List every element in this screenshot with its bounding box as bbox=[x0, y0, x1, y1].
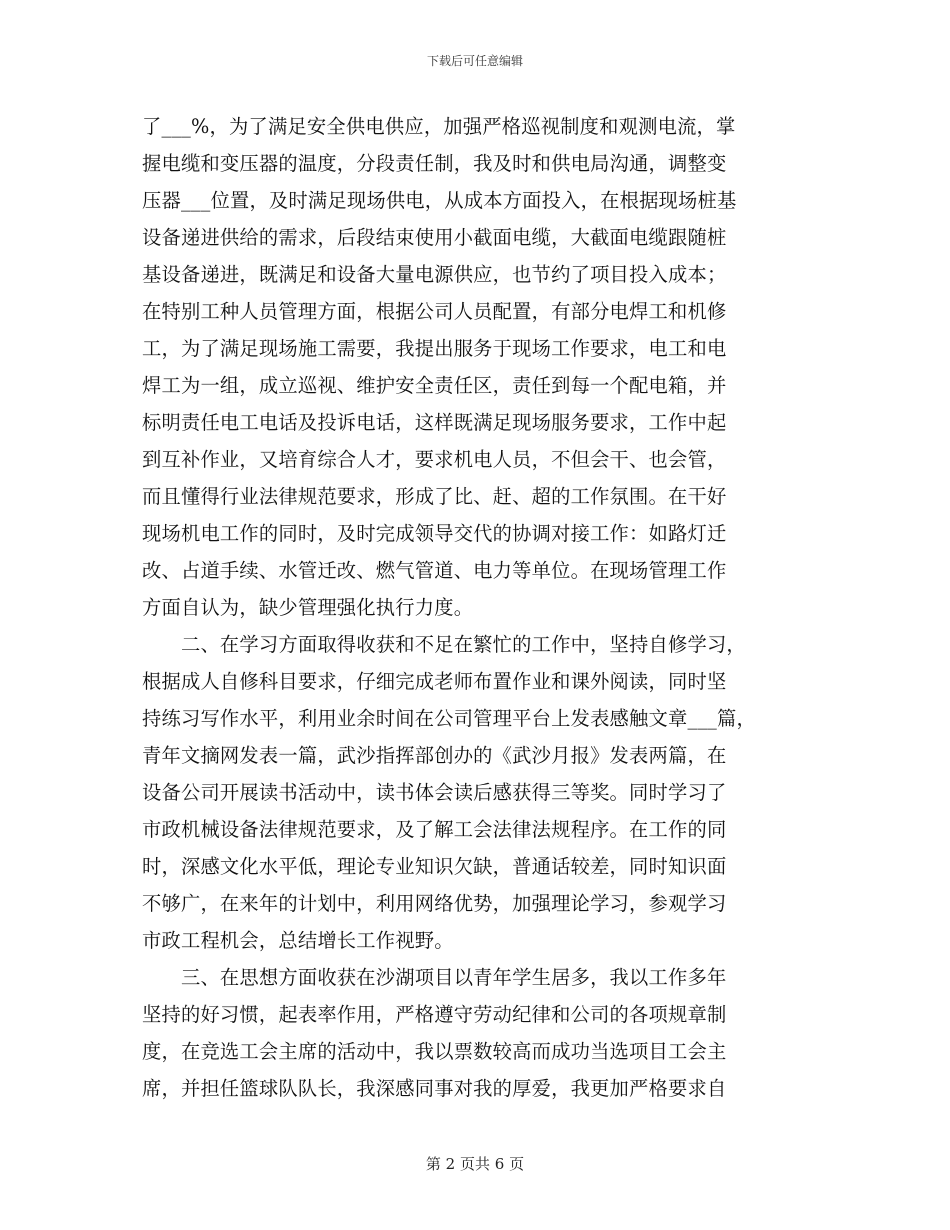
text-line: 而且懂得行业法律规范要求，形成了比、赶、超的工作氛围。在干好 bbox=[142, 485, 727, 508]
text-line: 度，在竞选工会主席的活动中，我以票数较高而成功当选项目工会主 bbox=[142, 1040, 727, 1063]
text-line: 根据成人自修科目要求，仔细完成老师布置作业和课外阅读，同时坚 bbox=[142, 670, 727, 693]
text-line: 坚持的好习惯，起表率作用，严格遵守劳动纪律和公司的各项规章制 bbox=[142, 1003, 727, 1026]
text-line: 方面自认为，缺少管理强化执行力度。 bbox=[142, 596, 474, 619]
text-line: 设备公司开展读书活动中，读书体会读后感获得三等奖。同时学习了 bbox=[142, 781, 727, 804]
page-header: 下载后可任意编辑 bbox=[426, 54, 523, 68]
text-line: 握电缆和变压器的温度，分段责任制，我及时和供电局沟通，调整变 bbox=[142, 152, 727, 175]
text-line: 了___%，为了满足安全供电供应，加强严格巡视制度和观测电流，掌 bbox=[142, 115, 736, 138]
text-line: 基设备递进，既满足和设备大量电源供应，也节约了项目投入成本； bbox=[142, 263, 727, 286]
text-line: 市政工程机会，总结增长工作视野。 bbox=[142, 929, 454, 952]
text-line: 在特别工种人员管理方面，根据公司人员配置，有部分电焊工和机修 bbox=[142, 300, 727, 323]
text-line: 改、占道手续、水管迁改、燃气管道、电力等单位。在现场管理工作 bbox=[142, 559, 727, 582]
text-line: 三、在思想方面收获在沙湖项目以青年学生居多，我以工作多年 bbox=[142, 966, 727, 989]
text-line: 时，深感文化水平低，理论专业知识欠缺，普通话较差，同时知识面 bbox=[142, 855, 727, 878]
text-line: 压器___位置，及时满足现场供电，从成本方面投入，在根据现场桩基 bbox=[142, 189, 737, 212]
text-line: 青年文摘网发表一篇，武沙指挥部创办的《武沙月报》发表两篇，在 bbox=[142, 744, 727, 767]
text-line: 二、在学习方面取得收获和不足在繁忙的工作中，坚持自修学习， bbox=[142, 633, 746, 656]
text-line: 工，为了满足现场施工需要，我提出服务于现场工作要求，电工和电 bbox=[142, 337, 727, 360]
text-line: 席，并担任篮球队队长，我深感同事对我的厚爱，我更加严格要求自 bbox=[142, 1077, 727, 1100]
text-line: 焊工为一组，成立巡视、维护安全责任区，责任到每一个配电箱，并 bbox=[142, 374, 727, 397]
text-line: 标明责任电工电话及投诉电话，这样既满足现场服务要求，工作中起 bbox=[142, 411, 727, 434]
text-line: 现场机电工作的同时，及时完成领导交代的协调对接工作：如路灯迁 bbox=[142, 522, 727, 545]
text-line: 设备递进供给的需求，后段结束使用小截面电缆，大截面电缆跟随桩 bbox=[142, 226, 727, 249]
text-line: 到互补作业，又培育综合人才，要求机电人员，不但会干、也会管， bbox=[142, 448, 727, 471]
document-body bbox=[142, 108, 810, 1107]
text-line: 不够广，在来年的计划中，利用网络优势，加强理论学习，参观学习 bbox=[142, 892, 727, 915]
page-footer: 第 2 页共 6 页 bbox=[425, 1155, 525, 1173]
text-line: 市政机械设备法律规范要求，及了解工会法律法规程序。在工作的同 bbox=[142, 818, 727, 841]
text-line: 持练习写作水平，利用业余时间在公司管理平台上发表感触文章___篇， bbox=[142, 707, 756, 730]
